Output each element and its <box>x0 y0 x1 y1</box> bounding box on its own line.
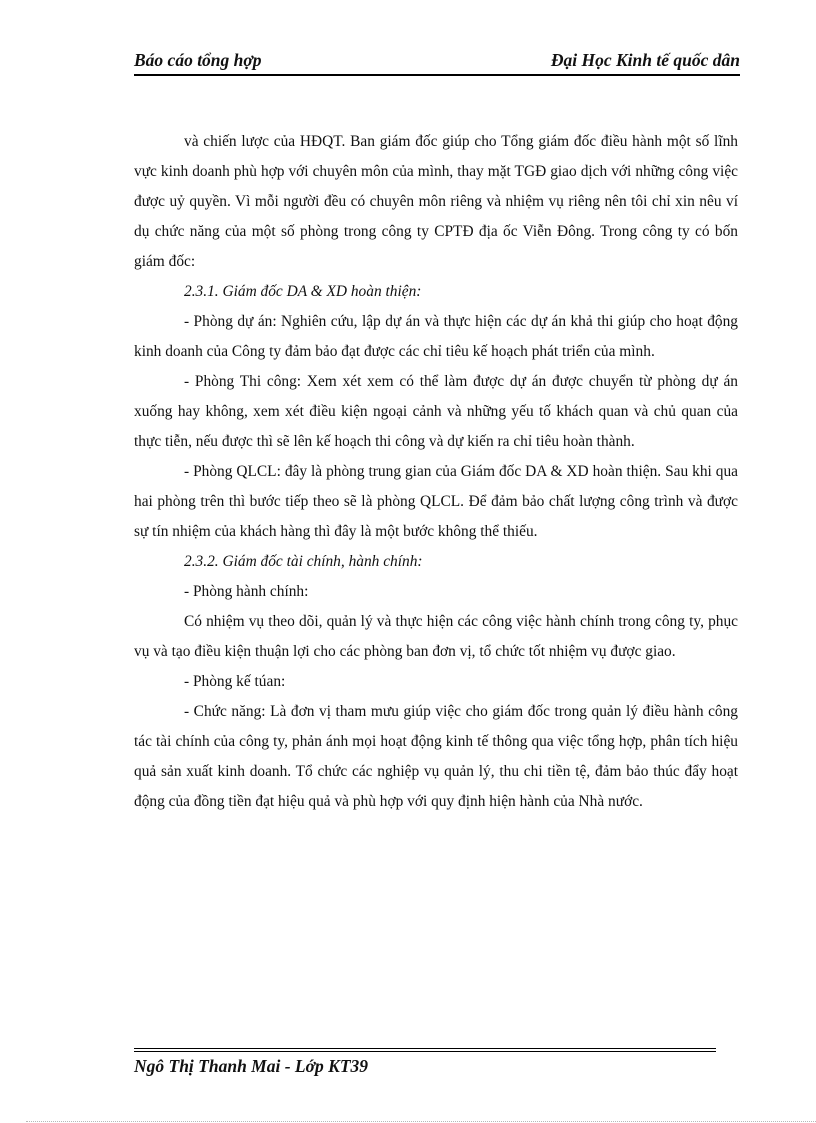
paragraph-admin-dept-title: - Phòng hành chính: <box>184 583 309 600</box>
footer-rule <box>134 1048 716 1049</box>
header-university: Đại Học Kinh tế quốc dân <box>550 50 740 70</box>
page-bottom-edge <box>26 1121 816 1122</box>
paragraph-accounting-function: - Chức năng: Là đơn vị tham mưu giúp việc cho giám đốc trong quản lý điều hành công tác tài chính của công ty, phản ánh mọi hoạt động kinh tế thông qua việc tổng hợp, phân tích hiệu quả sản xuất kinh doanh. Tổ chức các nghiệp vụ quản lý, thu chi tiền tệ, đảm bảo thúc đẩy hoạt động của đồng tiền đạt hiệu quả và phù hợp với quy định hiện hành của Nhà nước. <box>134 703 738 810</box>
footer-rule-second <box>134 1051 716 1052</box>
section-heading-2-3-1: 2.3.1. Giám đốc DA & XD hoàn thiện: <box>184 283 422 300</box>
paragraph-construction-dept: - Phòng Thi công: Xem xét xem có thể làm được dự án được chuyển từ phòng dự án xuống hay không, xem xét điều kiện ngoại cảnh và những yếu tố khách quan và chủ quan của thực tiễn, nếu được thì sẽ lên kế hoạch thi công và dự kiến ra chỉ tiêu hoàn thành. <box>134 373 738 450</box>
section-heading-2-3-2: 2.3.2. Giám đốc tài chính, hành chính: <box>184 553 423 570</box>
document-body <box>134 127 738 817</box>
paragraph-intro: và chiến lược của HĐQT. Ban giám đốc giúp cho Tổng giám đốc điều hành một số lĩnh vực kinh doanh phù hợp với chuyên môn của mình, thay mặt TGĐ giao dịch với những công việc được uỷ quyền. Vì mỗi người đều có chuyên môn riêng và nhiệm vụ riêng nên tôi chỉ xin nêu ví dụ chức năng của một số phòng trong công ty CPTĐ địa ốc Viễn Đông. Trong công ty có bốn giám đốc: <box>134 133 738 270</box>
footer-author: Ngô Thị Thanh Mai - Lớp KT39 <box>134 1056 369 1076</box>
paragraph-admin-dept: Có nhiệm vụ theo dõi, quản lý và thực hiện các công việc hành chính trong công ty, phục vụ và tạo điều kiện thuận lợi cho các phòng ban đơn vị, tổ chức tốt nhiệm vụ được giao. <box>134 613 738 660</box>
paragraph-project-dept: - Phòng dự án: Nghiên cứu, lập dự án và thực hiện các dự án khả thi giúp cho hoạt động kinh doanh của Công ty đảm bảo đạt được các chỉ tiêu kế hoạch phát triển của mình. <box>134 313 738 360</box>
header-report-title: Báo cáo tổng hợp <box>134 50 262 70</box>
paragraph-accounting-dept-title: - Phòng kế túan: <box>184 673 286 690</box>
page-header <box>134 48 740 76</box>
paragraph-qc-dept: - Phòng QLCL: đây là phòng trung gian của Giám đốc DA & XD hoàn thiện. Sau khi qua hai phòng trên thì bước tiếp theo sẽ là phòng QLCL. Để đảm bảo chất lượng công trình và được sự tín nhiệm của khách hàng thì đây là một bước không thể thiếu. <box>134 463 738 540</box>
